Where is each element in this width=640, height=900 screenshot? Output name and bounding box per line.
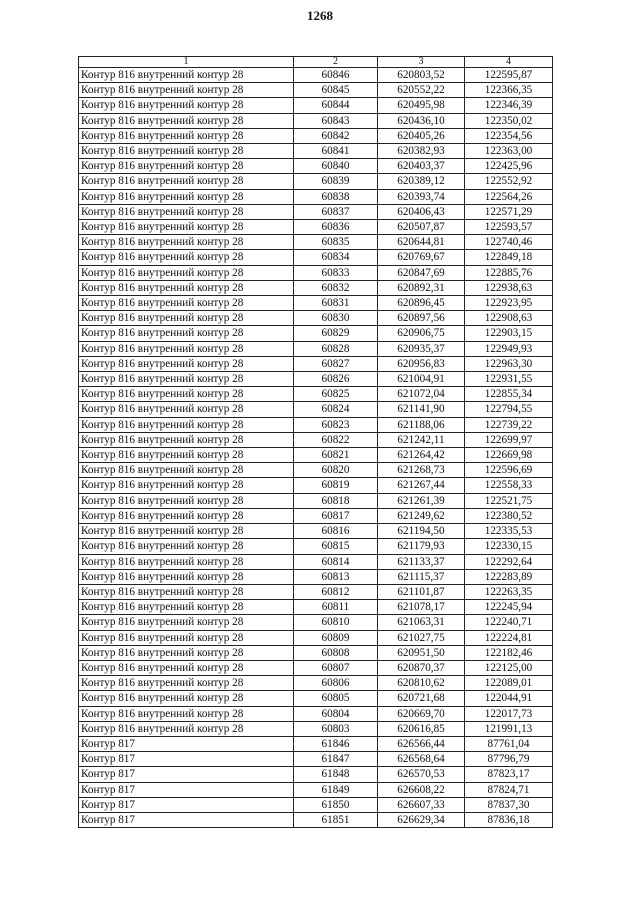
table-row	[79, 356, 553, 371]
y-coordinate-cell: 122330,15	[465, 539, 553, 554]
point-number-cell: 60825	[294, 387, 378, 402]
contour-name-cell: Контур 816 внутренний контур 28	[79, 645, 294, 660]
contour-name-cell: Контур 816 внутренний контур 28	[79, 584, 294, 599]
table-row	[79, 630, 553, 645]
table-row	[79, 767, 553, 782]
y-coordinate-cell: 122354,56	[465, 128, 553, 143]
table-row	[79, 220, 553, 235]
y-coordinate-cell: 122903,15	[465, 326, 553, 341]
y-coordinate-cell: 122283,89	[465, 569, 553, 584]
y-coordinate-cell: 87796,79	[465, 752, 553, 767]
table-row	[79, 68, 553, 83]
x-coordinate-cell: 620403,37	[378, 159, 465, 174]
contour-name-cell: Контур 816 внутренний контур 28	[79, 417, 294, 432]
y-coordinate-cell: 122908,63	[465, 311, 553, 326]
x-coordinate-cell: 621004,91	[378, 372, 465, 387]
x-coordinate-cell: 621267,44	[378, 478, 465, 493]
contour-name-cell: Контур 816 внутренний контур 28	[79, 387, 294, 402]
point-number-cell: 61851	[294, 812, 378, 827]
point-number-cell: 60824	[294, 402, 378, 417]
point-number-cell: 60805	[294, 691, 378, 706]
contour-name-cell: Контур 816 внутренний контур 28	[79, 341, 294, 356]
table-row	[79, 554, 553, 569]
point-number-cell: 60811	[294, 600, 378, 615]
point-number-cell: 60813	[294, 569, 378, 584]
point-number-cell: 60807	[294, 660, 378, 675]
x-coordinate-cell: 620669,70	[378, 706, 465, 721]
table-row	[79, 797, 553, 812]
y-coordinate-cell: 122595,87	[465, 68, 553, 83]
point-number-cell: 60835	[294, 235, 378, 250]
header-col-2: 2	[294, 57, 378, 68]
x-coordinate-cell: 620436,10	[378, 113, 465, 128]
contour-name-cell: Контур 816 внутренний контур 28	[79, 600, 294, 615]
point-number-cell: 60821	[294, 448, 378, 463]
y-coordinate-cell: 122739,22	[465, 417, 553, 432]
y-coordinate-cell: 122669,98	[465, 448, 553, 463]
point-number-cell: 60818	[294, 493, 378, 508]
y-coordinate-cell: 122346,39	[465, 98, 553, 113]
contour-name-cell: Контур 816 внутренний контур 28	[79, 128, 294, 143]
header-col-1: 1	[79, 57, 294, 68]
y-coordinate-cell: 87823,17	[465, 767, 553, 782]
x-coordinate-cell: 620906,75	[378, 326, 465, 341]
x-coordinate-cell: 626629,34	[378, 812, 465, 827]
contour-name-cell: Контур 817	[79, 752, 294, 767]
point-number-cell: 60843	[294, 113, 378, 128]
point-number-cell: 60809	[294, 630, 378, 645]
table-row	[79, 235, 553, 250]
y-coordinate-cell: 87761,04	[465, 736, 553, 751]
point-number-cell: 60806	[294, 676, 378, 691]
contour-name-cell: Контур 816 внутренний контур 28	[79, 174, 294, 189]
point-number-cell: 60837	[294, 204, 378, 219]
table-body	[79, 68, 553, 828]
y-coordinate-cell: 122425,96	[465, 159, 553, 174]
y-coordinate-cell: 122182,46	[465, 645, 553, 660]
table-row	[79, 736, 553, 751]
point-number-cell: 60831	[294, 296, 378, 311]
y-coordinate-cell: 122938,63	[465, 280, 553, 295]
point-number-cell: 60832	[294, 280, 378, 295]
y-coordinate-cell: 122245,94	[465, 600, 553, 615]
contour-name-cell: Контур 816 внутренний контур 28	[79, 189, 294, 204]
contour-name-cell: Контур 816 внутренний контур 28	[79, 660, 294, 675]
point-number-cell: 61849	[294, 782, 378, 797]
contour-name-cell: Контур 816 внутренний контур 28	[79, 220, 294, 235]
contour-name-cell: Контур 816 внутренний контур 28	[79, 265, 294, 280]
x-coordinate-cell: 626570,53	[378, 767, 465, 782]
x-coordinate-cell: 621133,37	[378, 554, 465, 569]
point-number-cell: 60815	[294, 539, 378, 554]
table-row	[79, 721, 553, 736]
y-coordinate-cell: 122849,18	[465, 250, 553, 265]
contour-name-cell: Контур 816 внутренний контур 28	[79, 204, 294, 219]
x-coordinate-cell: 620897,56	[378, 311, 465, 326]
x-coordinate-cell: 620892,31	[378, 280, 465, 295]
y-coordinate-cell: 122949,93	[465, 341, 553, 356]
contour-name-cell: Контур 816 внутренний контур 28	[79, 539, 294, 554]
table-row	[79, 660, 553, 675]
point-number-cell: 60823	[294, 417, 378, 432]
table-row	[79, 372, 553, 387]
contour-name-cell: Контур 816 внутренний контур 28	[79, 463, 294, 478]
table-row	[79, 296, 553, 311]
contour-name-cell: Контур 816 внутренний контур 28	[79, 432, 294, 447]
y-coordinate-cell: 122366,35	[465, 83, 553, 98]
table-row	[79, 524, 553, 539]
contour-name-cell: Контур 816 внутренний контур 28	[79, 296, 294, 311]
x-coordinate-cell: 620935,37	[378, 341, 465, 356]
table-row	[79, 706, 553, 721]
x-coordinate-cell: 620810,62	[378, 676, 465, 691]
point-number-cell: 60829	[294, 326, 378, 341]
contour-name-cell: Контур 816 внутренний контур 28	[79, 356, 294, 371]
contour-name-cell: Контур 816 внутренний контур 28	[79, 721, 294, 736]
y-coordinate-cell: 122593,57	[465, 220, 553, 235]
point-number-cell: 60830	[294, 311, 378, 326]
point-number-cell: 60812	[294, 584, 378, 599]
table-row	[79, 311, 553, 326]
y-coordinate-cell: 122350,02	[465, 113, 553, 128]
y-coordinate-cell: 122017,73	[465, 706, 553, 721]
x-coordinate-cell: 620870,37	[378, 660, 465, 675]
contour-name-cell: Контур 816 внутренний контур 28	[79, 524, 294, 539]
y-coordinate-cell: 122855,34	[465, 387, 553, 402]
table-row	[79, 615, 553, 630]
contour-name-cell: Контур 816 внутренний контур 28	[79, 326, 294, 341]
contour-name-cell: Контур 816 внутренний контур 28	[79, 235, 294, 250]
point-number-cell: 61846	[294, 736, 378, 751]
table-row	[79, 448, 553, 463]
table-row	[79, 326, 553, 341]
x-coordinate-cell: 621179,93	[378, 539, 465, 554]
y-coordinate-cell: 122044,91	[465, 691, 553, 706]
table-row	[79, 341, 553, 356]
x-coordinate-cell: 626608,22	[378, 782, 465, 797]
x-coordinate-cell: 621264,42	[378, 448, 465, 463]
x-coordinate-cell: 621072,04	[378, 387, 465, 402]
y-coordinate-cell: 121991,13	[465, 721, 553, 736]
y-coordinate-cell: 122125,00	[465, 660, 553, 675]
table-row	[79, 280, 553, 295]
table-row	[79, 144, 553, 159]
x-coordinate-cell: 620644,81	[378, 235, 465, 250]
point-number-cell: 60841	[294, 144, 378, 159]
point-number-cell: 60820	[294, 463, 378, 478]
point-number-cell: 60846	[294, 68, 378, 83]
table-row	[79, 83, 553, 98]
y-coordinate-cell: 122363,00	[465, 144, 553, 159]
x-coordinate-cell: 620769,67	[378, 250, 465, 265]
table-row	[79, 128, 553, 143]
contour-name-cell: Контур 816 внутренний контур 28	[79, 68, 294, 83]
contour-name-cell: Контур 816 внутренний контур 28	[79, 691, 294, 706]
contour-name-cell: Контур 816 внутренний контур 28	[79, 478, 294, 493]
y-coordinate-cell: 122794,55	[465, 402, 553, 417]
y-coordinate-cell: 122240,71	[465, 615, 553, 630]
y-coordinate-cell: 122931,55	[465, 372, 553, 387]
y-coordinate-cell: 122292,64	[465, 554, 553, 569]
table-row	[79, 250, 553, 265]
point-number-cell: 60838	[294, 189, 378, 204]
y-coordinate-cell: 122571,29	[465, 204, 553, 219]
table-row	[79, 189, 553, 204]
x-coordinate-cell: 620896,45	[378, 296, 465, 311]
x-coordinate-cell: 621063,31	[378, 615, 465, 630]
contour-name-cell: Контур 816 внутренний контур 28	[79, 676, 294, 691]
x-coordinate-cell: 621249,62	[378, 508, 465, 523]
contour-name-cell: Контур 816 внутренний контур 28	[79, 569, 294, 584]
table-row	[79, 508, 553, 523]
x-coordinate-cell: 620382,93	[378, 144, 465, 159]
point-number-cell: 60803	[294, 721, 378, 736]
point-number-cell: 60842	[294, 128, 378, 143]
table-row	[79, 98, 553, 113]
y-coordinate-cell: 87824,71	[465, 782, 553, 797]
x-coordinate-cell: 621078,17	[378, 600, 465, 615]
y-coordinate-cell: 122596,69	[465, 463, 553, 478]
contour-name-cell: Контур 816 внутренний контур 28	[79, 159, 294, 174]
point-number-cell: 61848	[294, 767, 378, 782]
table-row	[79, 493, 553, 508]
table-row	[79, 645, 553, 660]
point-number-cell: 60814	[294, 554, 378, 569]
y-coordinate-cell: 122089,01	[465, 676, 553, 691]
y-coordinate-cell: 122558,33	[465, 478, 553, 493]
page-number: 1268	[307, 8, 333, 23]
y-coordinate-cell: 122923,95	[465, 296, 553, 311]
contour-name-cell: Контур 816 внутренний контур 28	[79, 311, 294, 326]
contour-name-cell: Контур 816 внутренний контур 28	[79, 113, 294, 128]
point-number-cell: 60810	[294, 615, 378, 630]
point-number-cell: 60819	[294, 478, 378, 493]
x-coordinate-cell: 621242,11	[378, 432, 465, 447]
table-row	[79, 113, 553, 128]
point-number-cell: 60845	[294, 83, 378, 98]
contour-name-cell: Контур 817	[79, 767, 294, 782]
contour-name-cell: Контур 817	[79, 812, 294, 827]
x-coordinate-cell: 621194,50	[378, 524, 465, 539]
y-coordinate-cell: 87836,18	[465, 812, 553, 827]
table-row	[79, 691, 553, 706]
x-coordinate-cell: 620405,26	[378, 128, 465, 143]
table-row	[79, 159, 553, 174]
x-coordinate-cell: 620616,85	[378, 721, 465, 736]
x-coordinate-cell: 621101,87	[378, 584, 465, 599]
point-number-cell: 60817	[294, 508, 378, 523]
contour-name-cell: Контур 816 внутренний контур 28	[79, 615, 294, 630]
table-row	[79, 402, 553, 417]
point-number-cell: 61850	[294, 797, 378, 812]
point-number-cell: 60834	[294, 250, 378, 265]
table-row	[79, 782, 553, 797]
coordinates-table	[78, 56, 553, 828]
table-row	[79, 174, 553, 189]
contour-name-cell: Контур 816 внутренний контур 28	[79, 402, 294, 417]
table-header-row	[79, 57, 553, 68]
x-coordinate-cell: 621115,37	[378, 569, 465, 584]
contour-name-cell: Контур 816 внутренний контур 28	[79, 280, 294, 295]
x-coordinate-cell: 621188,06	[378, 417, 465, 432]
point-number-cell: 60827	[294, 356, 378, 371]
point-number-cell: 60816	[294, 524, 378, 539]
point-number-cell: 60826	[294, 372, 378, 387]
table-row	[79, 478, 553, 493]
y-coordinate-cell: 122699,97	[465, 432, 553, 447]
point-number-cell: 60833	[294, 265, 378, 280]
x-coordinate-cell: 626566,44	[378, 736, 465, 751]
point-number-cell: 60844	[294, 98, 378, 113]
x-coordinate-cell: 620721,68	[378, 691, 465, 706]
y-coordinate-cell: 122224,81	[465, 630, 553, 645]
x-coordinate-cell: 621268,73	[378, 463, 465, 478]
x-coordinate-cell: 620552,22	[378, 83, 465, 98]
table-row	[79, 387, 553, 402]
point-number-cell: 60804	[294, 706, 378, 721]
x-coordinate-cell: 620389,12	[378, 174, 465, 189]
x-coordinate-cell: 621141,90	[378, 402, 465, 417]
x-coordinate-cell: 626568,64	[378, 752, 465, 767]
y-coordinate-cell: 122380,52	[465, 508, 553, 523]
x-coordinate-cell: 620956,83	[378, 356, 465, 371]
table-row	[79, 265, 553, 280]
point-number-cell: 60828	[294, 341, 378, 356]
x-coordinate-cell: 620847,69	[378, 265, 465, 280]
point-number-cell: 60808	[294, 645, 378, 660]
x-coordinate-cell: 620495,98	[378, 98, 465, 113]
x-coordinate-cell: 621027,75	[378, 630, 465, 645]
table-row	[79, 812, 553, 827]
x-coordinate-cell: 620507,87	[378, 220, 465, 235]
contour-name-cell: Контур 816 внутренний контур 28	[79, 508, 294, 523]
table-row	[79, 432, 553, 447]
x-coordinate-cell: 620803,52	[378, 68, 465, 83]
table-row	[79, 569, 553, 584]
contour-name-cell: Контур 817	[79, 797, 294, 812]
table-row	[79, 417, 553, 432]
contour-name-cell: Контур 816 внутренний контур 28	[79, 83, 294, 98]
contour-name-cell: Контур 816 внутренний контур 28	[79, 630, 294, 645]
x-coordinate-cell: 620393,74	[378, 189, 465, 204]
y-coordinate-cell: 122740,46	[465, 235, 553, 250]
x-coordinate-cell: 620406,43	[378, 204, 465, 219]
y-coordinate-cell: 122552,92	[465, 174, 553, 189]
contour-name-cell: Контур 816 внутренний контур 28	[79, 144, 294, 159]
table-row	[79, 584, 553, 599]
y-coordinate-cell: 122521,75	[465, 493, 553, 508]
point-number-cell: 60822	[294, 432, 378, 447]
table-row	[79, 204, 553, 219]
contour-name-cell: Контур 816 внутренний контур 28	[79, 493, 294, 508]
contour-name-cell: Контур 816 внутренний контур 28	[79, 250, 294, 265]
y-coordinate-cell: 122963,30	[465, 356, 553, 371]
header-col-4: 4	[465, 57, 553, 68]
table-row	[79, 676, 553, 691]
x-coordinate-cell: 626607,33	[378, 797, 465, 812]
x-coordinate-cell: 621261,39	[378, 493, 465, 508]
y-coordinate-cell: 87837,30	[465, 797, 553, 812]
contour-name-cell: Контур 816 внутренний контур 28	[79, 448, 294, 463]
header-col-3: 3	[378, 57, 465, 68]
contour-name-cell: Контур 816 внутренний контур 28	[79, 372, 294, 387]
table-row	[79, 752, 553, 767]
y-coordinate-cell: 122564,26	[465, 189, 553, 204]
table-row	[79, 539, 553, 554]
contour-name-cell: Контур 817	[79, 736, 294, 751]
contour-name-cell: Контур 816 внутренний контур 28	[79, 98, 294, 113]
contour-name-cell: Контур 817	[79, 782, 294, 797]
contour-name-cell: Контур 816 внутренний контур 28	[79, 706, 294, 721]
point-number-cell: 60840	[294, 159, 378, 174]
y-coordinate-cell: 122263,35	[465, 584, 553, 599]
point-number-cell: 60839	[294, 174, 378, 189]
contour-name-cell: Контур 816 внутренний контур 28	[79, 554, 294, 569]
x-coordinate-cell: 620951,50	[378, 645, 465, 660]
table-row	[79, 463, 553, 478]
point-number-cell: 61847	[294, 752, 378, 767]
y-coordinate-cell: 122335,53	[465, 524, 553, 539]
y-coordinate-cell: 122885,76	[465, 265, 553, 280]
table-row	[79, 600, 553, 615]
point-number-cell: 60836	[294, 220, 378, 235]
